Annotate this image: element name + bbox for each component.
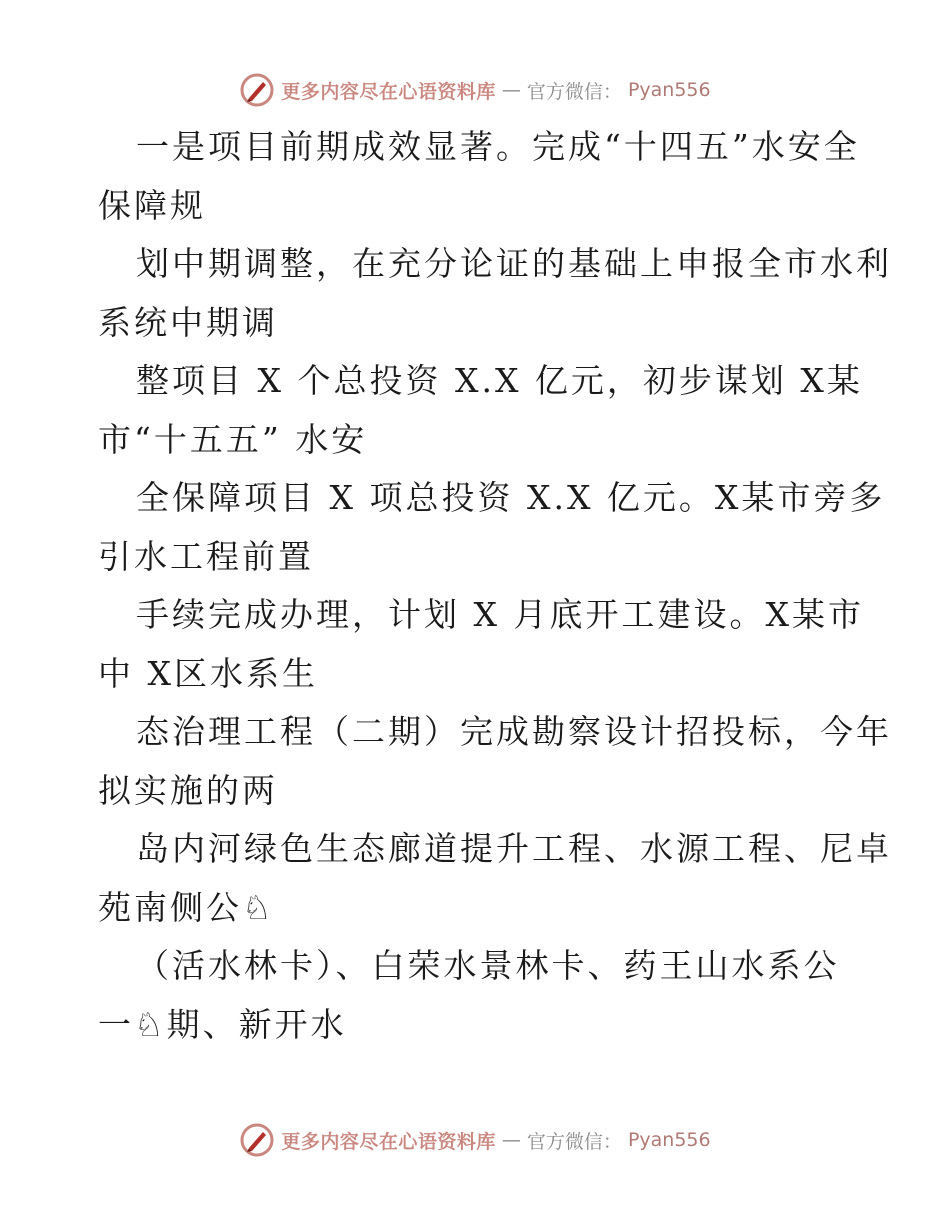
footer-banner [0, 1120, 950, 1160]
footer-wechat-id: Pyan556 [627, 1129, 711, 1151]
header-wechat-label: 官方微信： [526, 80, 622, 103]
header-title: 更多内容尽在心语资料库 [281, 80, 496, 103]
body-line: 引水工程前置 [98, 536, 314, 576]
body-line: 整项目 X 个总投资 X.X 亿元，初步谋划 X某 [136, 361, 863, 400]
footer-dash: — [501, 1129, 521, 1151]
pen-seal-logo-icon [239, 72, 275, 108]
footer-wechat-label: 官方微信： [526, 1130, 622, 1153]
header-dash: — [501, 79, 521, 101]
body-line: 一♘期、新开水 [98, 1004, 347, 1044]
body-line: 岛内河绿色生态廊道提升工程、水源工程、尼卓 [136, 829, 892, 868]
footer-title: 更多内容尽在心语资料库 [281, 1130, 496, 1153]
body-line: 保障规 [98, 185, 206, 225]
body-line: 苑南侧公♘ [98, 887, 275, 927]
body-line: 一是项目前期成效显著。完成“十四五”水安全 [136, 127, 860, 166]
body-line: 市“十五五” 水安 [98, 419, 368, 459]
document-body [98, 118, 892, 1054]
header-wechat-id: Pyan556 [627, 79, 711, 101]
body-line: 拟实施的两 [98, 770, 278, 810]
body-line: 系统中期调 [98, 302, 278, 342]
body-line: （活水林卡）、白荣水景林卡、药王山水系公 [136, 946, 840, 985]
header-banner [0, 70, 950, 110]
body-line: 中 X区水系生 [98, 653, 318, 693]
pen-seal-logo-icon [239, 1122, 275, 1158]
body-line: 全保障项目 X 项总投资 X.X 亿元。X某市旁多 [136, 478, 886, 517]
body-line: 划中期调整，在充分论证的基础上申报全市水利 [136, 244, 892, 283]
body-line: 态治理工程（二期）完成勘察设计招投标，今年 [136, 712, 892, 751]
body-line: 手续完成办理，计划 X 月底开工建设。X某市 [136, 595, 864, 634]
